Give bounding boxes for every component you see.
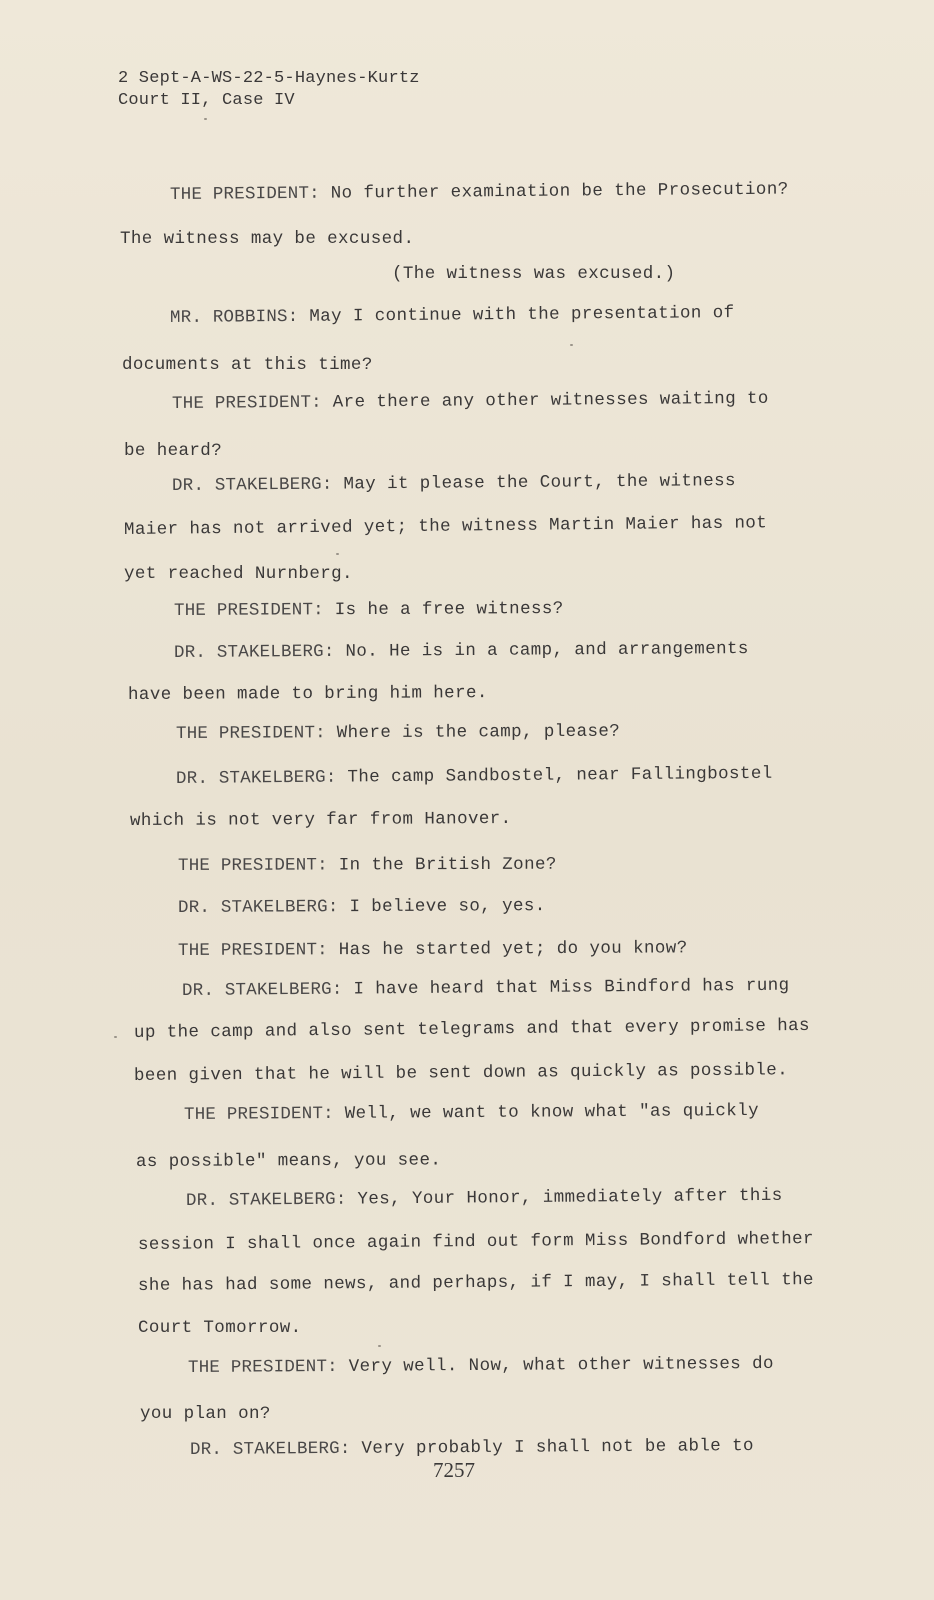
header-line-1: 2 Sept-A-WS-22-5-Haynes-Kurtz <box>118 69 420 88</box>
transcript-line <box>138 1228 814 1256</box>
speaker: THE PRESIDENT: <box>183 1103 334 1125</box>
utterance: (The witness was excused.) <box>392 264 676 284</box>
paper-speck <box>570 344 573 346</box>
utterance: you plan on? <box>140 1404 271 1424</box>
utterance: yet reached Nurnberg. <box>124 564 353 584</box>
transcript-line <box>124 440 222 462</box>
utterance: Yes, Your Honor, immediately after this <box>357 1185 783 1210</box>
utterance: Maier has not arrived yet; the witness Martin Maier has not <box>123 513 768 540</box>
transcript-line <box>140 1403 271 1425</box>
transcript-line <box>120 228 414 250</box>
transcript-line <box>138 1269 814 1297</box>
utterance: which is not very far from Hanover. <box>129 809 512 831</box>
speaker: THE PRESIDENT: <box>187 1356 338 1378</box>
page-number: 7257 <box>433 1458 475 1482</box>
speaker: DR. STAKELBERG: <box>171 474 333 496</box>
speaker: DR. STAKELBERG: <box>175 767 337 789</box>
transcript-line <box>134 1059 788 1087</box>
header-line-2: Court II, Case IV <box>118 91 295 110</box>
utterance: No. He is in a camp, and arrangements <box>345 638 749 662</box>
utterance: I have heard that Miss Bindford has rung <box>353 975 790 1000</box>
transcript-line <box>182 975 790 1002</box>
utterance: Where is the camp, please? <box>336 721 621 744</box>
transcript-line <box>172 388 769 415</box>
speaker: DR. STAKELBERG: <box>173 641 335 663</box>
transcript-line <box>392 263 675 285</box>
speaker: THE PRESIDENT: <box>173 600 324 621</box>
paper-speck <box>114 1036 117 1038</box>
transcript-line <box>130 808 512 832</box>
speaker: THE PRESIDENT: <box>169 183 320 205</box>
transcript-line <box>170 302 735 329</box>
transcript-line <box>172 470 736 497</box>
utterance: I believe so, yes. <box>349 896 546 918</box>
speaker: DR. STAKELBERG: <box>177 897 339 918</box>
transcript-line <box>174 598 564 622</box>
transcript-line <box>178 937 688 962</box>
speaker: DR. STAKELBERG: <box>189 1438 351 1460</box>
utterance: Is he a free witness? <box>334 598 564 621</box>
transcript-line <box>176 721 620 745</box>
transcript-line <box>176 763 773 790</box>
transcript-line <box>138 1317 302 1339</box>
speaker: MR. ROBBINS: <box>169 306 299 328</box>
utterance: Has he started yet; do you know? <box>338 938 688 961</box>
utterance: have been made to bring him here. <box>127 683 488 705</box>
paper-speck <box>204 118 207 120</box>
utterance: she has had some news, and perhaps, if I may, I shall tell the <box>137 1270 814 1296</box>
utterance: The witness may be excused. <box>120 229 415 249</box>
utterance: as possible" means, you see. <box>135 1150 442 1172</box>
speaker: THE PRESIDENT: <box>171 392 322 414</box>
transcript-line <box>134 1015 810 1044</box>
transcript-line <box>124 563 353 585</box>
transcript-line <box>124 512 767 541</box>
utterance: Well, we want to know what "as quickly <box>344 1100 760 1124</box>
transcript-line <box>178 854 557 877</box>
utterance: be heard? <box>124 441 223 461</box>
transcript-line <box>184 1100 759 1126</box>
speaker: THE PRESIDENT: <box>175 723 326 744</box>
paper-speck <box>336 553 339 555</box>
utterance: Very probably I shall not be able to <box>361 1436 754 1459</box>
speaker: DR. STAKELBERG: <box>185 1189 347 1211</box>
utterance: documents at this time? <box>122 355 373 375</box>
utterance: Very well. Now, what other witnesses do <box>348 1353 774 1377</box>
transcript-line <box>186 1185 783 1212</box>
transcript-line <box>136 1149 441 1173</box>
utterance: In the British Zone? <box>338 854 557 876</box>
utterance: No further examination be the Prosecution? <box>330 179 789 204</box>
transcript-line <box>128 682 488 706</box>
utterance: been given that he will be sent down as quickly as possible. <box>133 1060 789 1086</box>
utterance: May I continue with the presentation of <box>309 303 735 327</box>
utterance: Are there any other witnesses waiting to <box>332 388 769 413</box>
paper-speck <box>378 1345 381 1347</box>
transcript-line <box>188 1353 774 1379</box>
speaker: DR. STAKELBERG: <box>181 979 343 1001</box>
transcript-line <box>170 179 789 206</box>
utterance: The camp Sandbostel, near Fallingbostel <box>347 763 773 788</box>
transcript-line <box>178 895 546 919</box>
transcript-line <box>122 354 373 376</box>
transcript-line <box>174 638 749 664</box>
utterance: session I shall once again find out form Miss Bondford whether <box>137 1229 814 1255</box>
utterance: May it please the Court, the witness <box>343 471 736 495</box>
utterance: Court Tomorrow. <box>138 1318 302 1338</box>
speaker: THE PRESIDENT: <box>177 855 328 876</box>
speaker: THE PRESIDENT: <box>177 940 328 961</box>
utterance: up the camp and also sent telegrams and that every promise has <box>133 1015 810 1043</box>
